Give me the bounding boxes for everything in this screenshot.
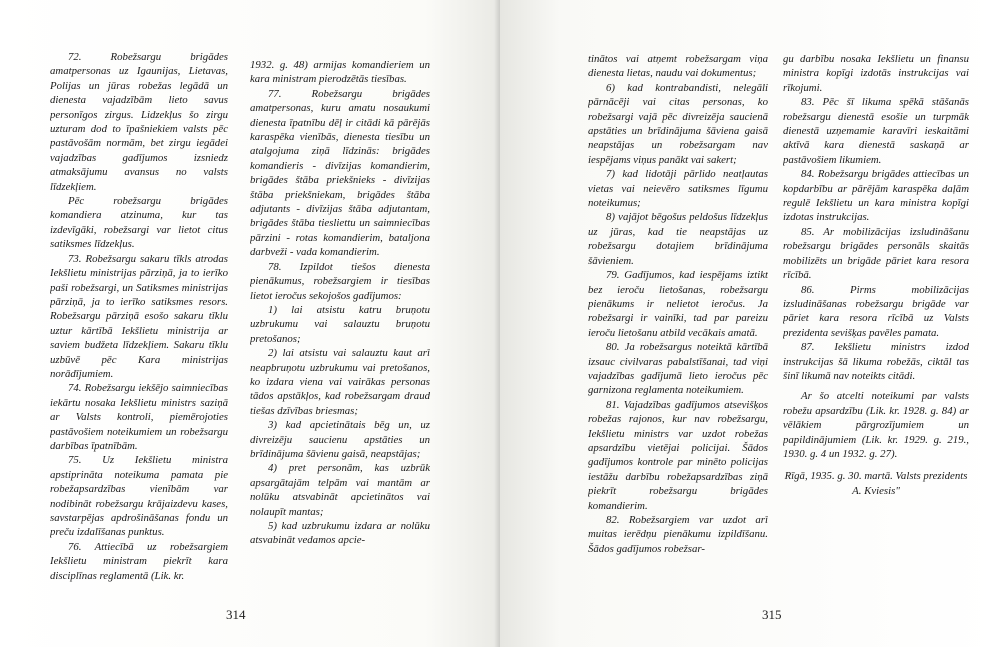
- paragraph: 80. Ja robežsargus noteiktā kārtībā izsauc civilvaras pabalstīšanai, tad viņi vajadzības gadījumā lieto ieročus pēc garnizona reglamenta noteikumiem.: [588, 341, 768, 397]
- paragraph: 85. Ar mobilizācijas izsludināšanu robežsargu brigādes personāls skaitās mobilizēts un brigāde pāriet kara resora rīcībā.: [783, 225, 969, 282]
- paragraph: 83. Pēc šī likuma spēkā stāšanās robežsargu dienestā esošie un turpmāk dienestā uzņemamie karavīri ieskaitāmi aktīvā kara dienestā saskaņā ar pastāvošiem likumiem.: [783, 96, 969, 166]
- paragraph: 6) kad kontrabandisti, nelegāli pārnācēji vai citas personas, ko robežsargi vajā pēc divreizēja saucienā apstāties un brīdinājuma šāviena gaisā neapstājas un robežsargam nav iespējams viņus panākt vai sakert;: [588, 81, 768, 166]
- paragraph: 78. Izpildot tiešos dienesta pienākumus, robežsargiem ir tiesības lietot ieročus sekojošos gadījumos:: [250, 260, 430, 302]
- paragraph: 4) pret personām, kas uzbrūk apsargātajām telpām vai mantām ar nolūku atsvabināt apcietinātos vai nolaupīt mantas;: [250, 462, 430, 518]
- paragraph: gu darbību nosaka Iekšlietu un finansu ministra kopīgi izdotās instrukcijas vai rīkojumi.: [783, 53, 969, 94]
- left-page-column-1: [50, 50, 228, 605]
- paragraph: 87. Iekšlietu ministrs izdod instrukcijas šā likuma robežās, ciktāl tas šinī likumā nav noteikts citādi.: [783, 341, 969, 382]
- paragraph: 1) lai atsistu katru bruņotu uzbrukumu vai salauztu bruņotu pretošanos;: [250, 303, 430, 345]
- page-number-left: 314: [226, 607, 246, 622]
- paragraph: 77. Robežsargu brigādes amatpersonas, kuru amatu nosaukumi dienesta īpatnību dēļ ir citādi kā pārējās karaspēka vienībās, dienesta tiesību un atalgojuma ziņā līdzinās: brigādes komandieris - divīzijas komandierim, brigādes štāba priekšnieks - divīzijas štāba priekšniekam, brigādes štāba adjutants - divīzijas štāba adjutantam, brigādes štāba tiesliettu un saimniecības pārzini - rotas komandierim, bataljona darbveži - vada komandierim.: [250, 87, 430, 259]
- paragraph: 74. Robežsargu iekšējo saimniecības iekārtu nosaka Iekšlietu ministrs saziņā ar Valsts kontroli, piemērojoties pastāvošiem noteikumiem un robežsargu darbības īpatnībām.: [50, 382, 228, 452]
- paragraph: 8) vajājot bēgošus peldošus līdzekļus uz jūras, kad tie neapstājas uz robežsargu dotajiem brīdinājuma šāvieniem.: [588, 211, 768, 267]
- paragraph: 81. Vajadzības gadījumos atsevišķos robežas rajonos, kur nav robežsargu, Iekšlietu ministrs var uzdot robežas apsardzību vietējai policijai. Šādos gadījumos kontrole par minēto policijas iestāžu darbību robežapsardzības ziņā piekrīt robežsargu brigādes komandierim.: [588, 398, 768, 512]
- paragraph: 86. Pirms mobilizācijas izsludināšanas robežsargu brigāde var pāriet kara resora rīcībā uz Valsts prezidenta sevišķas pavēles pamata.: [783, 283, 969, 339]
- right-page: [500, 0, 1000, 647]
- paragraph: 76. Attiecībā uz robežsargiem Iekšlietu ministram piekrīt kara disciplīnas reglamentā (Lik. kr.: [50, 540, 228, 582]
- paragraph: 2) lai atsistu vai salauztu kaut arī neapbruņotu uzbrukumu vai pretošanos, ko izdara viena vai vairākas personas tādos apstākļos, kad robežsargam draud tiešas dzīvības briesmas;: [250, 347, 430, 417]
- paragraph: 73. Robežsargu sakaru tīkls atrodas Iekšlietu ministrijas pārziņā, ja to ierīko paši robežsargi, un Satiksmes ministrijas pārziņā, ja to ierīko satiksmes resors. Robežsargu pārziņā esošo sakaru tīklu uztur kārtībā Iekšlietu ministrija ar saviem budžeta līdzekļiem. Sakaru tīklu uzbūvē pēc Kara ministrijas norādījumiem.: [50, 252, 228, 380]
- paragraph: 82. Robežsargiem var uzdot arī muitas ierēdņu pienākumu izpildīšanu. Šādos gadījumos robežsar-: [588, 514, 768, 555]
- right-page-column-2: [783, 52, 969, 592]
- page-number-right: 315: [762, 607, 782, 622]
- signature: Rīgā, 1935. g. 30. martā. Valsts prezidents A. Kviesis": [784, 470, 968, 497]
- paragraph: 3) kad apcietinātais bēg un, uz divreizēju saucienu apstāties un brīdinājuma šāvienu gaisā, neapstājas;: [250, 419, 430, 460]
- paragraph: 72. Robežsargu brigādes amatpersonas uz Igaunijas, Lietavas, Polijas un jūras robežas legādā un dienesta vajadzībām lieto savus personīgos zirgus. Lidzekļus šo zirgu uzturam dod to īpašniekiem valsts pēc pastāvošām normām, bet zirgu iegādei vajadzības gadījumos izsniedz atmaksājumu avansus no valsts līdzekļiem.: [50, 51, 228, 193]
- paragraph: 1932. g. 48) armijas komandieriem un kara ministram pierodzētās tiesības.: [250, 59, 430, 86]
- paragraph: 84. Robežsargu brigādes attiecības un kopdarbību ar pārējām karaspēka daļām regulē Iekšlietu un kara ministra kopīgi izdotas instrukcijas.: [783, 168, 969, 224]
- closing-paragraph: Ar šo atcelti noteikumi par valsts robežu apsardzību (Lik. kr. 1928. g. 84) ar vēlākiem pārgrozījumiem un papildinājumiem (Lik. kr. 1929. g. 219., 1930. g. 4 un 1932. g. 27).: [783, 390, 969, 460]
- paragraph: 79. Gadījumos, kad iespējams iztikt bez ieroču lietošanas, robežsargu pienākums ir nelietot ieročus. Ja robežsargi ir vainīki, tad par pareizu ieroču lietošanu atbild vecākais amatā.: [588, 269, 768, 339]
- paragraph: Pēc robežsargu brigādes komandiera atzinuma, kur tas izdevīgāki, robežsargi var lietot citus satiksmes līdzekļus.: [50, 195, 228, 251]
- left-page-column-2: [250, 58, 430, 613]
- paragraph: 5) kad uzbrukumu izdara ar nolūku atsvabināt vedamos apcie-: [250, 520, 430, 547]
- paragraph: tinātos vai atņemt robežsargam viņa dienesta lietas, naudu vai dokumentus;: [588, 53, 768, 80]
- right-page-column-1: [588, 52, 768, 612]
- paragraph: 75. Uz Iekšlietu ministra apstiprināta noteikuma pamata pie robežapsardzības vienībām var nodibināt robežsargu krājaizdevu kases, savstarpējas apdrošināšanas fondu un preču izdalīšanas punktus.: [50, 454, 228, 539]
- paragraph: 7) kad lidotāji pārlido neatļautas vietas vai neievēro satiksmes līgumu noteikumus;: [588, 168, 768, 210]
